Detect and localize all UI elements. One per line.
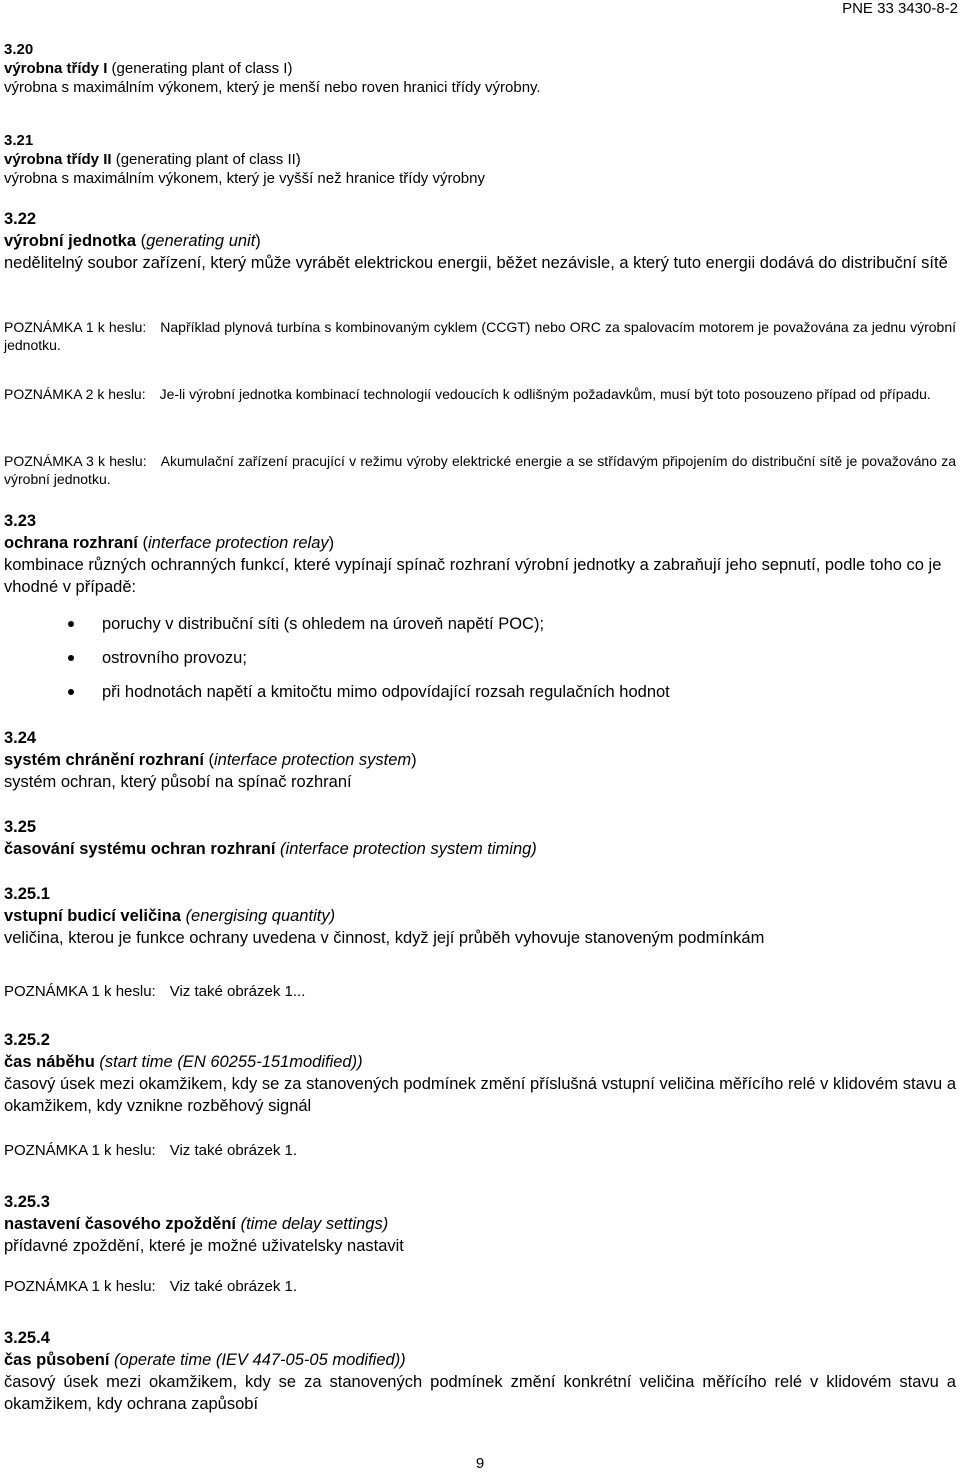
entry-3-25-1 xyxy=(4,883,956,949)
entry-3-25 xyxy=(4,816,956,860)
term-en: interface protection relay xyxy=(147,534,329,552)
entry-number: 3.21 xyxy=(4,132,34,149)
note-3-25-1 xyxy=(4,982,956,1001)
note-3-22-3 xyxy=(4,452,956,488)
entry-number: 3.25.1 xyxy=(4,885,50,903)
note-label: POZNÁMKA 1 k heslu: xyxy=(4,319,147,335)
document-code: PNE 33 3430-8-2 xyxy=(842,0,958,17)
term-en: (operate time (IEV 447-05-05 modified)) xyxy=(114,1351,406,1369)
entry-3-22 xyxy=(4,208,956,274)
term-cs: výrobna třídy II xyxy=(4,151,112,168)
entry-term xyxy=(4,1349,956,1371)
entry-term xyxy=(4,1051,956,1073)
entry-definition: výrobna s maximálním výkonem, který je vyšší než hranice třídy výrobny xyxy=(4,170,485,187)
note-label: POZNÁMKA 1 k heslu: xyxy=(4,1142,156,1159)
entry-3-21 xyxy=(4,131,956,188)
note-text: Například plynová turbína s kombinovaným cyklem (CCGT) nebo ORC za spalovacím motorem je považována za jednu výrobní jednotku. xyxy=(4,319,956,353)
entry-3-23 xyxy=(4,510,956,598)
entry-number: 3.24 xyxy=(4,729,37,747)
entry-definition: systém ochran, který působí na spínač rozhraní xyxy=(4,773,352,791)
entry-number: 3.20 xyxy=(4,41,34,58)
entry-term xyxy=(4,905,956,927)
list-item: při hodnotách napětí a kmitočtu mimo odpovídající rozsah regulačních hodnot xyxy=(68,681,956,703)
entry-3-20 xyxy=(4,40,956,97)
entry-number: 3.23 xyxy=(4,512,37,530)
term-cs: nastavení časového zpoždění xyxy=(4,1215,236,1233)
bullet-icon xyxy=(68,655,74,661)
entry-term xyxy=(4,59,956,78)
list-item: poruchy v distribuční síti (s ohledem na úroveň napětí POC); xyxy=(68,613,956,635)
entry-number: 3.22 xyxy=(4,210,37,228)
entry-term xyxy=(4,1213,956,1235)
entry-definition: nedělitelný soubor zařízení, který může vyrábět elektrickou energii, běžet nezávisle, a který tuto energii dodává do distribuční sítě xyxy=(4,254,948,272)
note-text: Je-li výrobní jednotka kombinací technologií vedoucích k odlišným požadavkům, musí být toto posouzeno případ od případu. xyxy=(159,386,931,402)
entry-number: 3.25 xyxy=(4,818,37,836)
note-text: Viz také obrázek 1... xyxy=(169,983,306,1000)
entry-definition: časový úsek mezi okamžikem, kdy se za stanovených podmínek změní konkrétní veličina měřícího relé v klidovém stavu a okamžikem, kdy ochrana zapůsobí xyxy=(4,1373,956,1413)
entry-number: 3.25.3 xyxy=(4,1193,50,1211)
entry-3-25-2 xyxy=(4,1029,956,1117)
entry-number: 3.25.2 xyxy=(4,1031,50,1049)
note-3-22-1 xyxy=(4,318,956,354)
page-number: 9 xyxy=(475,1455,485,1472)
note-label: POZNÁMKA 3 k heslu: xyxy=(4,453,147,469)
note-text: Viz také obrázek 1. xyxy=(169,1142,298,1159)
term-en: interface protection system xyxy=(214,751,412,769)
entry-definition: přídavné zpoždění, které je možné uživatelsky nastavit xyxy=(4,1237,404,1255)
entry-definition: výrobna s maximálním výkonem, který je menší nebo roven hranici třídy výrobny. xyxy=(4,79,541,96)
bullet-icon xyxy=(68,621,74,627)
term-cs: vstupní budicí veličina xyxy=(4,907,181,925)
entry-term: systém chránění rozhraní (interface protection system) xyxy=(4,751,417,769)
entry-term xyxy=(4,838,956,860)
entry-term xyxy=(4,150,956,169)
bullet-list xyxy=(68,613,956,703)
note-3-25-3 xyxy=(4,1277,956,1296)
note-label: POZNÁMKA 1 k heslu: xyxy=(4,983,156,1000)
entry-term: výrobní jednotka (generating unit) xyxy=(4,232,261,250)
term-cs: čas náběhu xyxy=(4,1053,95,1071)
term-en: (energising quantity) xyxy=(185,907,336,925)
term-en: (start time (EN 60255-151modified)) xyxy=(99,1053,363,1071)
term-en: (time delay settings) xyxy=(240,1215,389,1233)
bullet-icon xyxy=(68,689,74,695)
entry-3-25-3 xyxy=(4,1191,956,1257)
entry-definition: časový úsek mezi okamžikem, kdy se za stanovených podmínek změní příslušná vstupní veličina měřícího relé v klidovém stavu a okamžikem, kdy vznikne rozběhový signál xyxy=(4,1075,956,1115)
entry-number: 3.25.4 xyxy=(4,1329,50,1347)
entry-term: ochrana rozhraní (interface protection relay) xyxy=(4,534,335,552)
term-cs: ochrana rozhraní xyxy=(4,534,138,552)
entry-definition: kombinace různých ochranných funkcí, které vypínají spínač rozhraní výrobní jednotky a zabraňují jeho sepnutí, podle toho co je vhodné v případě: xyxy=(4,556,942,596)
entry-3-24 xyxy=(4,727,956,793)
note-text: Akumulační zařízení pracující v režimu výroby elektrické energie a se střídavým připojením do distribuční sítě je považováno za výrobní jednotku. xyxy=(4,453,957,487)
note-text: Viz také obrázek 1. xyxy=(169,1278,298,1295)
list-item: ostrovního provozu; xyxy=(68,647,956,669)
entry-3-25-4 xyxy=(4,1327,956,1415)
note-3-22-2 xyxy=(4,385,956,403)
term-cs: čas působení xyxy=(4,1351,110,1369)
term-cs: časování systému ochran rozhraní xyxy=(4,840,276,858)
term-en: generating unit xyxy=(146,232,256,250)
term-cs: systém chránění rozhraní xyxy=(4,751,204,769)
note-label: POZNÁMKA 1 k heslu: xyxy=(4,1278,156,1295)
term-en: (generating plant of class I) xyxy=(111,60,293,77)
note-label: POZNÁMKA 2 k heslu: xyxy=(4,386,146,402)
note-3-25-2 xyxy=(4,1141,956,1160)
term-en: (generating plant of class II) xyxy=(115,151,301,168)
entry-definition: veličina, kterou je funkce ochrany uvedena v činnost, když její průběh vyhovuje stanoveným podmínkám xyxy=(4,929,765,947)
term-en: (interface protection system timing) xyxy=(280,840,537,858)
term-cs: výrobní jednotka xyxy=(4,232,137,250)
term-cs: výrobna třídy I xyxy=(4,60,108,77)
